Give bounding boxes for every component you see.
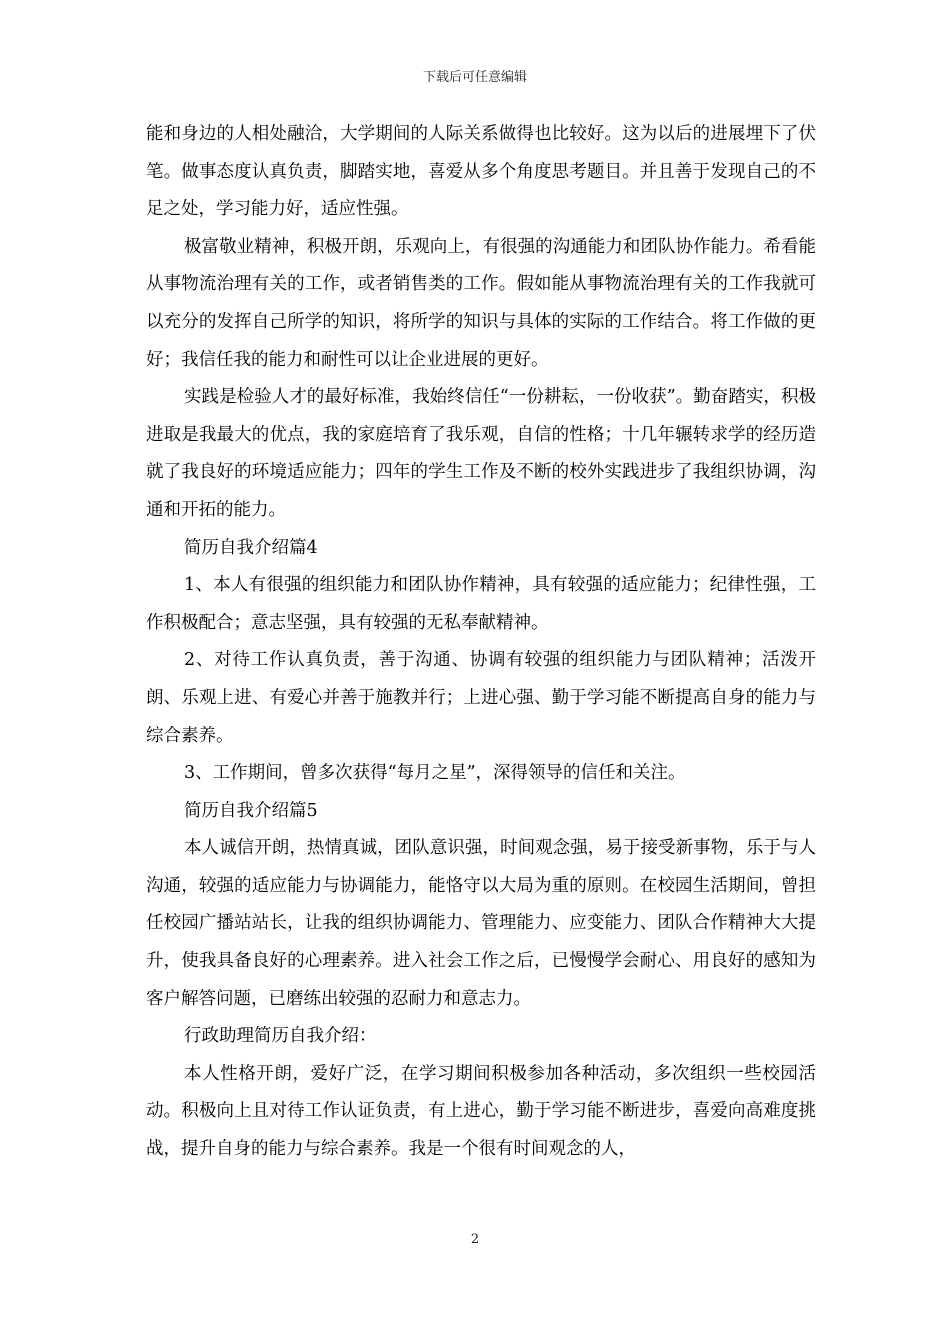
paragraph-1: 能和身边的人相处融洽，大学期间的人际关系做得也比较好。这为以后的进展埋下了伏笔。做事态度认真负责，脚踏实地，喜爱从多个角度思考题目。并且善于发现自己的不足之处，学习能力好，适应性强。 — [146, 124, 816, 220]
section-heading-admin: 行政助理简历自我介绍： — [184, 1026, 377, 1047]
document-body — [146, 116, 816, 1169]
paragraph-5-1: 本人诚信开朗，热情真诚，团队意识强，时间观念强，易于接受新事物，乐于与人沟通，较强的适应能力与协调能力，能恪守以大局为重的原则。在校园生活期间，曾担任校园广播站站长，让我的组织协调能力、管理能力、应变能力、团队合作精神大大提升，使我具备良好的心理素养。进入社会工作之后，已慢慢学会耐心、用良好的感知为客户解答问题，已磨练出较强的忍耐力和意志力。 — [146, 838, 816, 1009]
paragraph-3: 实践是检验人才的最好标准，我始终信任“一份耕耘，一份收获”。勤奋踏实，积极进取是我最大的优点，我的家庭培育了我乐观，自信的性格；十几年辗转求学的经历造就了我良好的环境适应能力；四年的学生工作及不断的校外实践进步了我组织协调，沟通和开拓的能力。 — [146, 387, 816, 520]
page-header: 下载后可任意编辑 — [422, 70, 527, 85]
paragraph-4-1: 1、本人有很强的组织能力和团队协作精神，具有较强的适应能力；纪律性强，工作积极配合；意志坚强，具有较强的无私奉献精神。 — [146, 575, 816, 633]
section-heading-4: 简历自我介绍篇4 — [184, 537, 318, 558]
paragraph-4-2: 2、对待工作认真负责，善于沟通、协调有较强的组织能力与团队精神；活泼开朗、乐观上进、有爱心并善于施教并行；上进心强、勤于学习能不断提高自身的能力与综合素养。 — [146, 650, 816, 746]
section-heading-5: 简历自我介绍篇5 — [184, 800, 318, 821]
paragraph-admin-1: 本人性格开朗，爱好广泛，在学习期间积极参加各种活动，多次组织一些校园活动。积极向上且对待工作认证负责，有上进心，勤于学习能不断进步，喜爱向高难度挑战，提升自身的能力与综合素养。我是一个很有时间观念的人， — [146, 1063, 816, 1160]
paragraph-2: 极富敬业精神，积极开朗，乐观向上，有很强的沟通能力和团队协作能力。希看能从事物流治理有关的工作，或者销售类的工作。假如能从事物流治理有关的工作我就可以充分的发挥自己所学的知识，将所学的知识与具体的实际的工作结合。将工作做的更好；我信任我的能力和耐性可以让企业进展的更好。 — [146, 236, 816, 370]
paragraph-4-3: 3、工作期间，曾多次获得“每月之星”，深得领导的信任和关注。 — [184, 763, 686, 784]
page-number: 2 — [470, 1232, 480, 1247]
